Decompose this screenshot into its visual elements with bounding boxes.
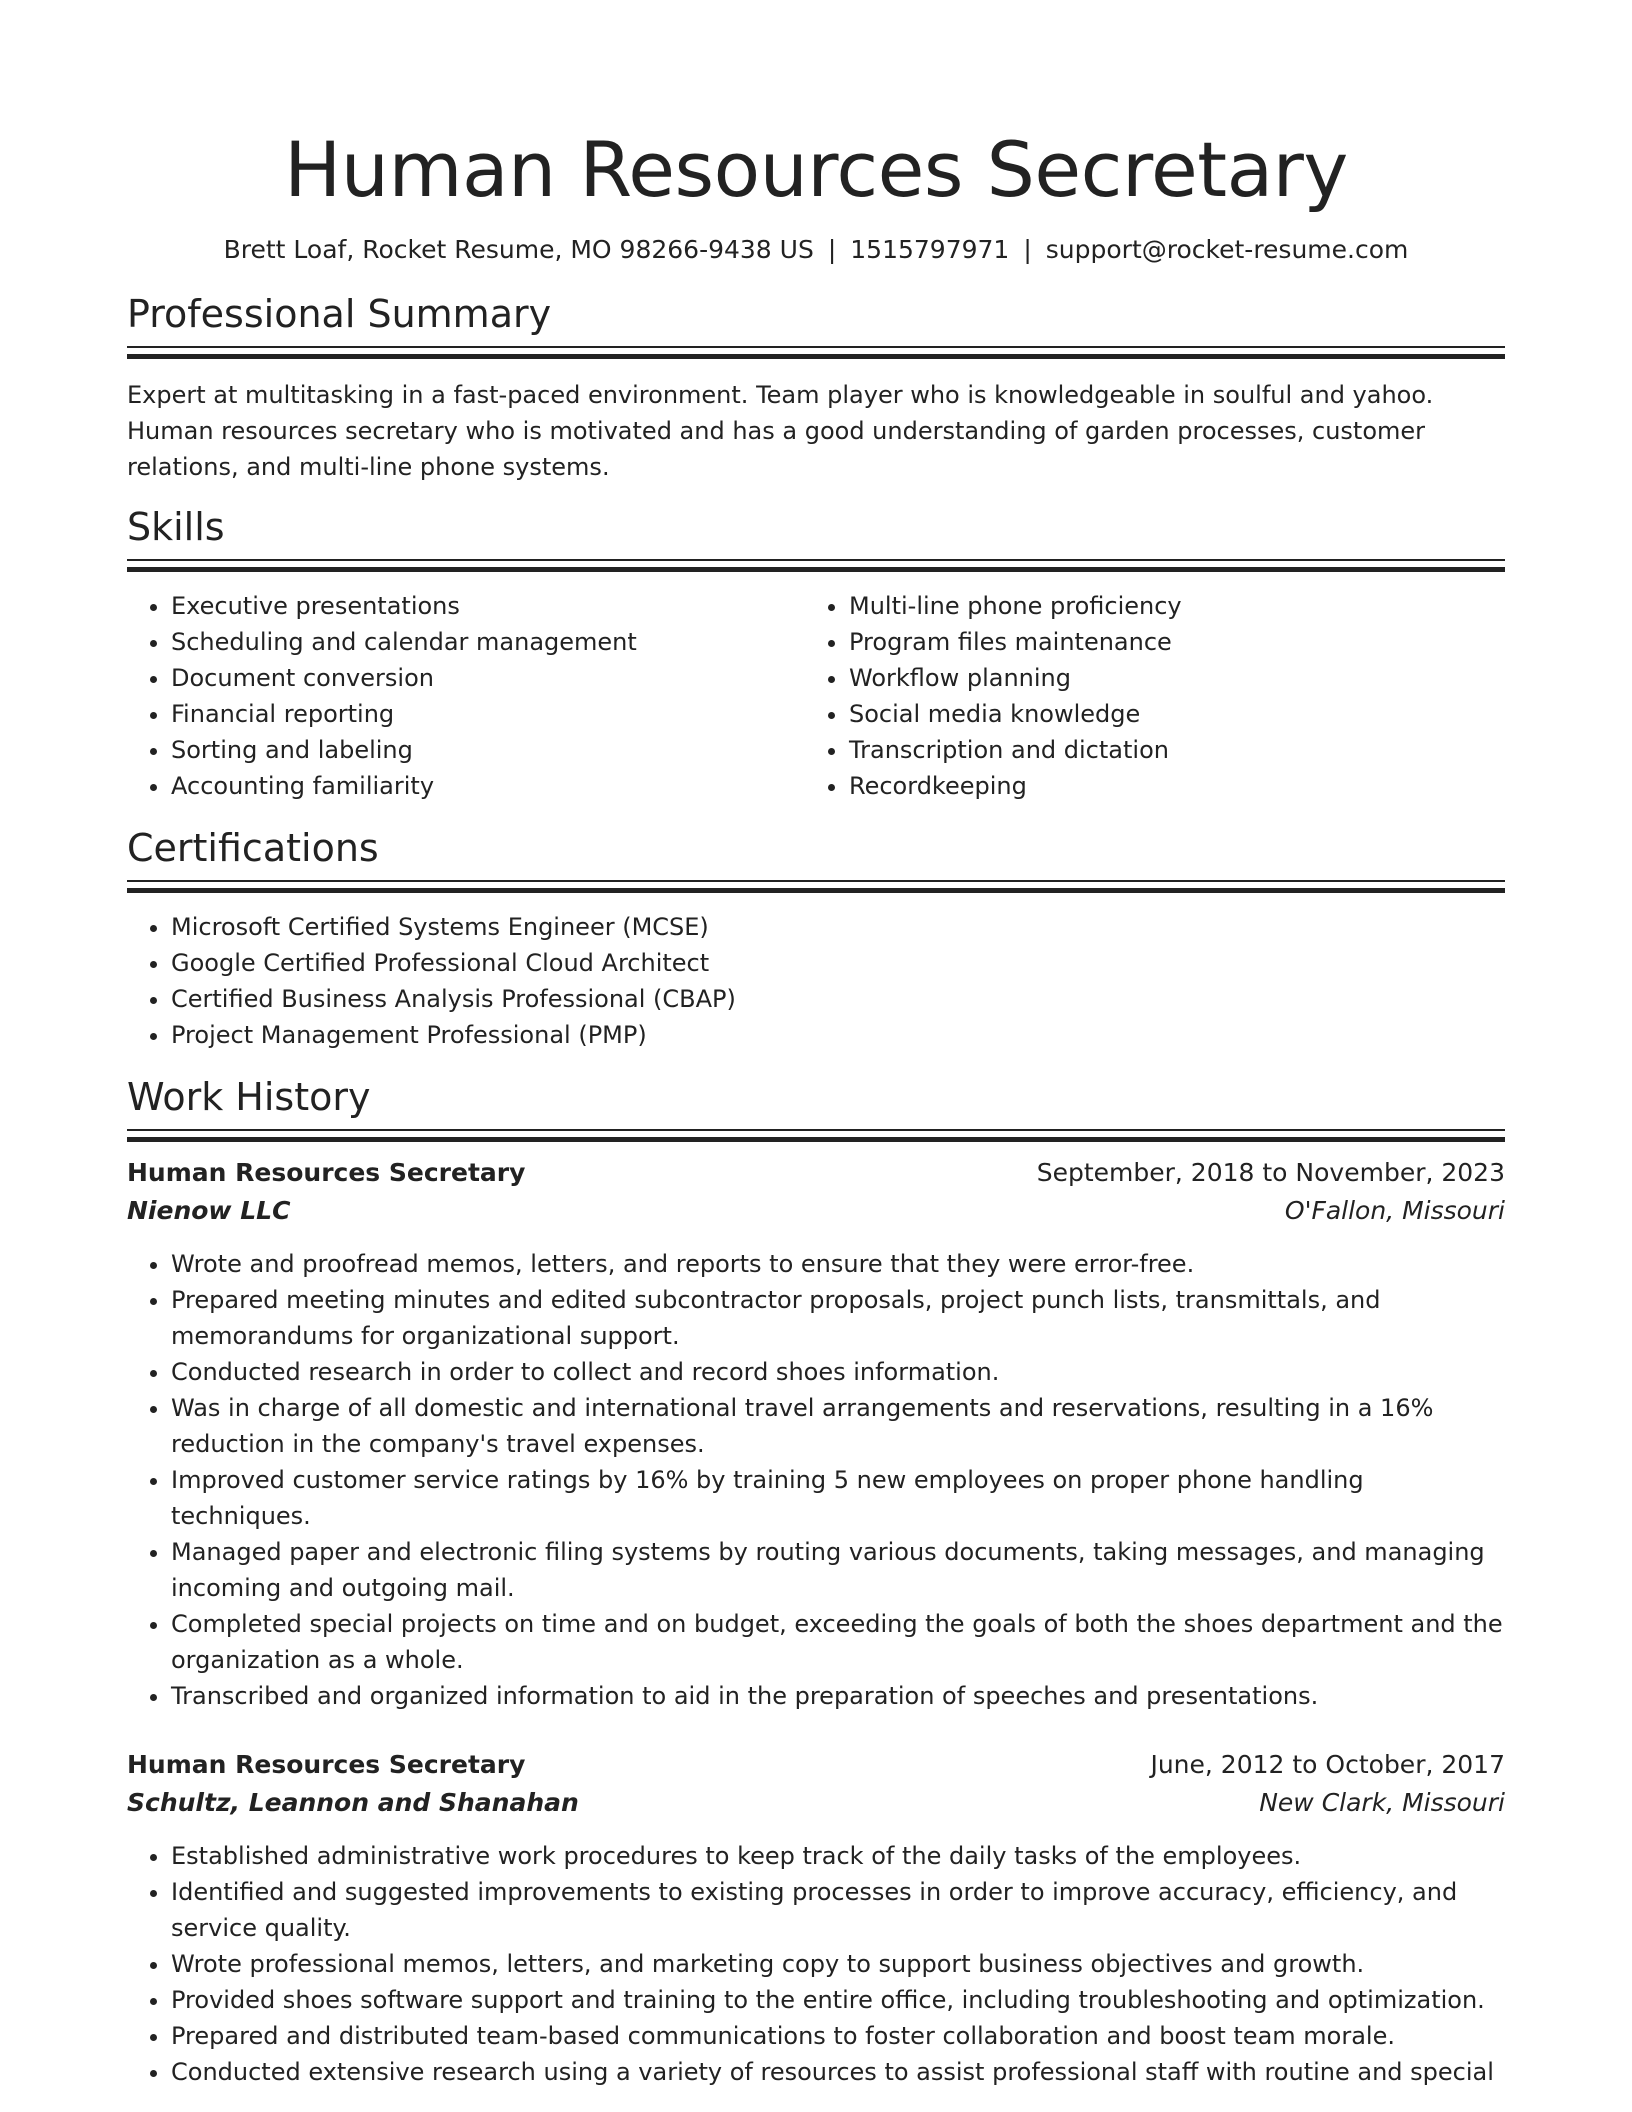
job-bullet: • Transcribed and organized information to aid in the preparation of speeches and presentations.: [171, 1678, 1505, 1714]
job-bullet: • Wrote and proofread memos, letters, and reports to ensure that they were error-free.: [171, 1246, 1505, 1282]
skill-item: • Workflow planning: [849, 660, 1505, 696]
job-subheader: [127, 1784, 1505, 1822]
job-bullet: • Provided shoes software support and training to the entire office, including troubleshooting and optimization.: [171, 1982, 1505, 2018]
section-divider: [127, 1129, 1505, 1142]
certification-item: • Microsoft Certified Systems Engineer (MCSE): [171, 909, 1505, 945]
contact-email[interactable]: support@rocket-resume.com: [1045, 235, 1409, 264]
section-divider: [127, 559, 1505, 572]
skill-item: • Financial reporting: [171, 696, 805, 732]
skill-item: • Sorting and labeling: [171, 732, 805, 768]
job-bullets: [127, 1838, 1505, 2090]
skill-item: • Scheduling and calendar management: [171, 624, 805, 660]
job-bullet: • Completed special projects on time and on budget, exceeding the goals of both the shoes department and the organization as a whole.: [171, 1606, 1505, 1678]
job-bullet: • Identified and suggested improvements to existing processes in order to improve accuracy, efficiency, and service quality.: [171, 1874, 1505, 1946]
job-location: New Clark, Missouri: [1259, 1788, 1505, 1817]
job-company: Nienow LLC: [127, 1196, 291, 1225]
contact-separator: |: [1023, 235, 1032, 264]
certifications-heading: Certifications: [127, 826, 379, 870]
summary-text: Expert at multitasking in a fast-paced environment. Team player who is knowledgeable in soulful and yahoo. Human resources secretary who is motivated and has a good understanding of garden processes, customer relations, and multi-line phone systems.: [127, 381, 1434, 481]
skills-list-left: [127, 588, 805, 804]
job-title: Human Resources Secretary: [127, 1750, 526, 1779]
job-dates: September, 2018 to November, 2023: [1036, 1158, 1505, 1187]
job-entry: [127, 1746, 1505, 2090]
skill-item: • Recordkeeping: [849, 768, 1505, 804]
resume-title: Human Resources Secretary: [284, 125, 1348, 214]
job-bullet: • Improved customer service ratings by 16% by training 5 new employees on proper phone handling techniques.: [171, 1462, 1505, 1534]
job-bullet: • Conducted research in order to collect and record shoes information.: [171, 1354, 1505, 1390]
job-bullet: • Was in charge of all domestic and international travel arrangements and reservations, resulting in a 16% reduction in the company's travel expenses.: [171, 1390, 1505, 1462]
job-subheader: [127, 1192, 1505, 1230]
summary-section: [127, 290, 1505, 485]
skill-item: • Transcription and dictation: [849, 732, 1505, 768]
skills-section: [127, 503, 1505, 804]
contact-address: Brett Loaf, Rocket Resume, MO 98266-9438 US: [223, 235, 814, 264]
job-bullets: [127, 1246, 1505, 1714]
job-bullet: • Wrote professional memos, letters, and marketing copy to support business objectives and growth.: [171, 1946, 1505, 1982]
skill-item: • Accounting familiarity: [171, 768, 805, 804]
certification-item: • Google Certified Professional Cloud Architect: [171, 945, 1505, 981]
job-bullet: • Prepared meeting minutes and edited subcontractor proposals, project punch lists, transmittals, and memorandums for organizational support.: [171, 1282, 1505, 1354]
job-dates: June, 2012 to October, 2017: [1150, 1750, 1505, 1779]
certifications-section: [127, 824, 1505, 1053]
certifications-list: [127, 909, 1505, 1053]
job-header: [127, 1746, 1505, 1784]
skills-list-right: [805, 588, 1505, 804]
skill-item: • Social media knowledge: [849, 696, 1505, 732]
skill-item: • Multi-line phone proficiency: [849, 588, 1505, 624]
skill-item: • Program files maintenance: [849, 624, 1505, 660]
section-divider: [127, 346, 1505, 359]
work-history-heading: Work History: [127, 1075, 371, 1119]
skill-item: • Executive presentations: [171, 588, 805, 624]
job-company: Schultz, Leannon and Shanahan: [127, 1788, 579, 1817]
job-location: O'Fallon, Missouri: [1284, 1196, 1505, 1225]
certification-item: • Project Management Professional (PMP): [171, 1017, 1505, 1053]
work-history-section: [127, 1073, 1505, 2090]
contact-separator: |: [827, 235, 837, 264]
skills-columns: [127, 572, 1505, 804]
summary-heading: Professional Summary: [127, 292, 552, 336]
section-divider: [127, 880, 1505, 893]
contact-phone: 1515797971: [850, 235, 1010, 264]
contact-line: [127, 234, 1505, 266]
job-bullet: • Managed paper and electronic filing systems by routing various documents, taking messages, and managing incoming and outgoing mail.: [171, 1534, 1505, 1606]
job-bullet: • Prepared and distributed team-based communications to foster collaboration and boost team morale.: [171, 2018, 1505, 2054]
certification-item: • Certified Business Analysis Professional (CBAP): [171, 981, 1505, 1017]
job-bullet: • Conducted extensive research using a variety of resources to assist professional staff with routine and special: [171, 2054, 1505, 2090]
job-entry: [127, 1154, 1505, 1714]
skills-heading: Skills: [127, 505, 225, 549]
job-bullet: • Established administrative work procedures to keep track of the daily tasks of the employees.: [171, 1838, 1505, 1874]
skill-item: • Document conversion: [171, 660, 805, 696]
job-title: Human Resources Secretary: [127, 1158, 526, 1187]
job-header: [127, 1154, 1505, 1192]
